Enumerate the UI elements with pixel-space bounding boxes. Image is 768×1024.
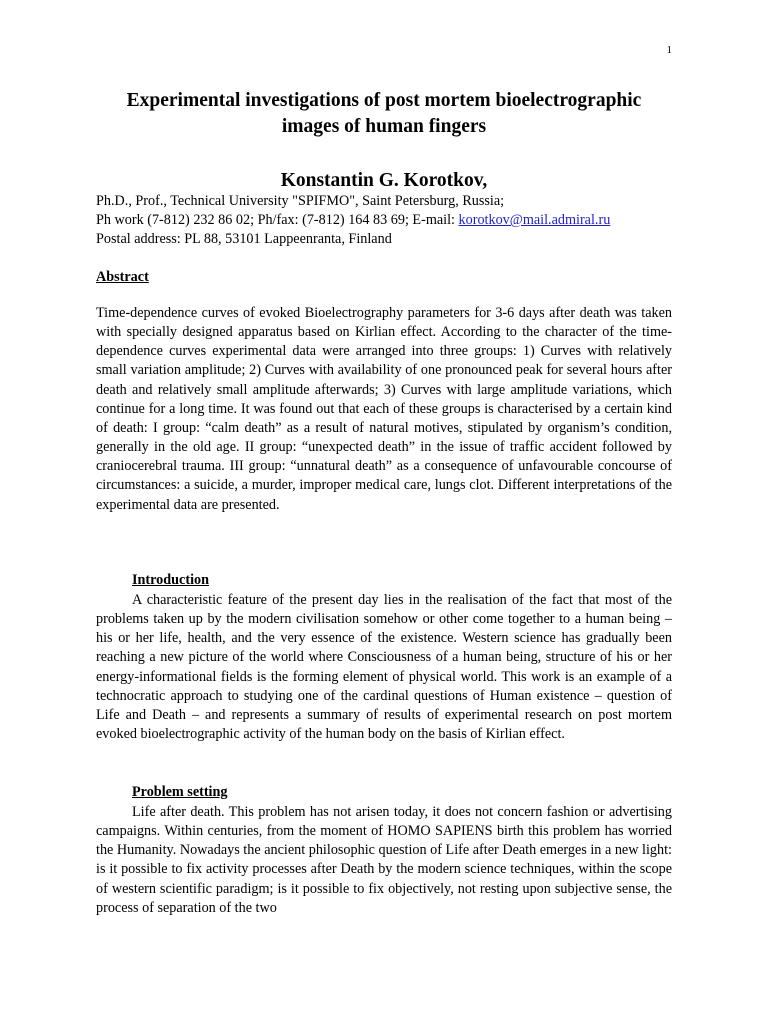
problem-setting-text: Life after death. This problem has not arisen today, it does not concern fashion or advertising campaigns. Within centuries, from the moment of HOMO SAPIENS birth this problem has worried the Humanity. Nowadays the ancient philosophic question of Life after Death emerges in a new light: is it possible to fix activity processes after Death by the modern science techniques, within the scope of western scientific paradigm; is it possible to fix objectively, not resting upon subjective sense, the process of separation of the two: [96, 804, 672, 916]
introduction-heading: Introduction: [132, 572, 209, 588]
author-affiliation: Ph.D., Prof., Technical University "SPIFMO", Saint Petersburg, Russia;: [96, 193, 505, 209]
abstract-heading: Abstract: [96, 269, 149, 285]
author-postal: Postal address: PL 88, 53101 Lappeenranta, Finland: [96, 231, 392, 248]
abstract-text: Time-dependence curves of evoked Bioelectrography parameters for 3-6 days after death was taken with specially designed apparatus based on Kirlian effect. According to the character of the time-dependence curves experimental data were arranged into three groups: 1) Curves with relatively small variation amplitude; 2) Curves with availability of one pronounced peak for several hours after death and relatively small amplitude afterwards; 3) Curves with large amplitude variations, which continue for a long time. It was found out that each of these groups is characterised by a certain kind of death: I group: “calm death” as a result of natural motives, stipulated by organism’s condition, generally in the old age. II group: “unexpected death” in the issue of traffic accident followed by craniocerebral trauma. III group: “unnatural death” as a consequence of unfavourable concourse of circumstances: a suicide, a murder, improper medical care, lungs clot. Different interpretations of the experimental data are presented.: [96, 305, 672, 513]
author-contact: [96, 211, 676, 230]
page-number: 1: [666, 44, 672, 56]
paper-title: Experimental investigations of post mortem bioelectrographic images of human fingers: [126, 90, 642, 137]
author-info: [96, 192, 676, 249]
email-link[interactable]: korotkov@mail.admiral.ru: [458, 212, 611, 229]
introduction-text: A characteristic feature of the present day lies in the realisation of the fact that most of the problems taken up by the modern civilisation somehow or other come together to a human being – his or her life, health, and the very essence of the existence. Western science has gradually been reaching a new picture of the world where Consciousness of a human being, structure of his or her energy-informational fields is the forming element of physical world. This work is an example of a technocratic approach to studying one of the cardinal questions of Human existence – question of Life and Death – and represents a summary of results of experimental research on post mortem evoked bioelectrographic activity of the human body on the basis of Kirlian effect.: [96, 592, 672, 743]
problem-setting-heading: Problem setting: [132, 784, 228, 800]
author-name: Konstantin G. Korotkov,: [280, 170, 488, 191]
author-phone: Ph work (7-812) 232 86 02; Ph/fax: (7-812) 164 83 69; E-mail:: [96, 212, 459, 229]
